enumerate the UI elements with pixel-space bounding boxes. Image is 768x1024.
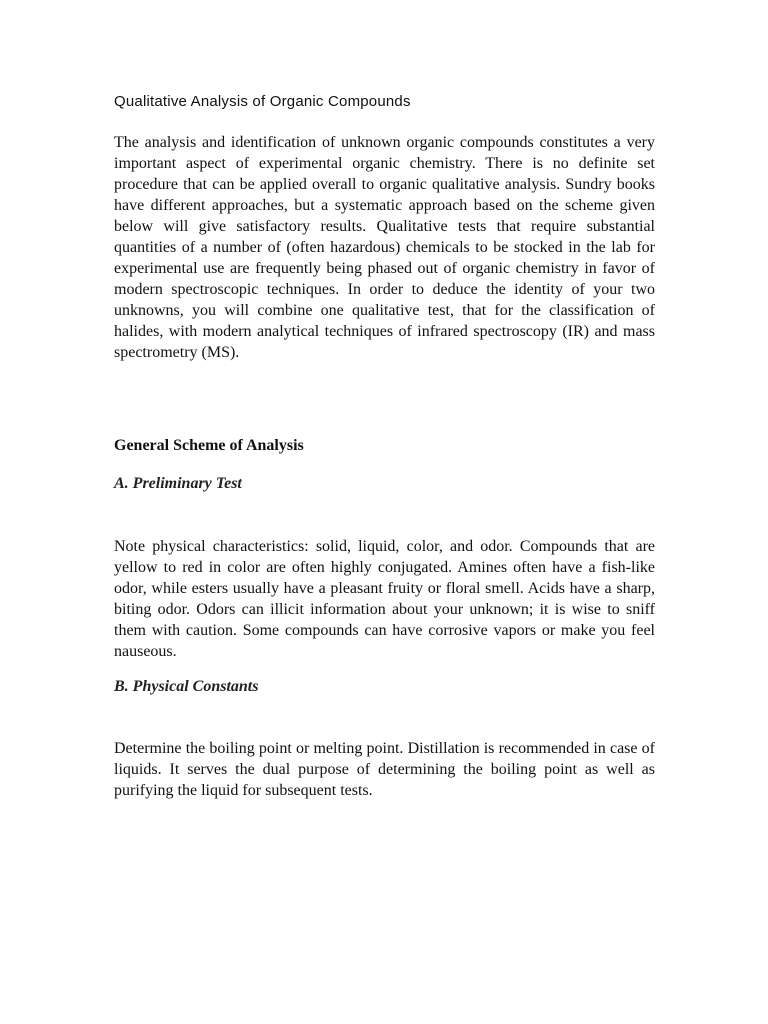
- physical-constants-heading: B. Physical Constants: [114, 678, 259, 695]
- preliminary-test-heading: A. Preliminary Test: [114, 475, 242, 492]
- document-title: Qualitative Analysis of Organic Compounds: [114, 93, 411, 110]
- physical-constants-paragraph: Determine the boiling point or melting point. Distillation is recommended in case of liquids. It serves the dual purpose of determining the boiling point as well as purifying the liquid for subsequent tests.: [114, 740, 655, 799]
- preliminary-test-paragraph: Note physical characteristics: solid, liquid, color, and odor. Compounds that are yellow to red in color are often highly conjugated. Amines often have a fish-like odor, while esters usually have a pleasant fruity or floral smell. Acids have a sharp, biting odor. Odors can illicit information about your unknown; it is wise to sniff them with caution. Some compounds can have corrosive vapors or make you feel nauseous.: [114, 538, 655, 660]
- section-heading: General Scheme of Analysis: [114, 437, 304, 454]
- intro-paragraph: The analysis and identification of unknown organic compounds constitutes a very important aspect of experimental organic chemistry. There is no definite set procedure that can be applied overall to organic qualitative analysis. Sundry books have different approaches, but a systematic approach based on the scheme given below will give satisfactory results. Qualitative tests that require substantial quantities of a number of (often hazardous) chemicals to be stocked in the lab for experimental use are frequently being phased out of organic chemistry in favor of modern spectroscopic techniques. In order to deduce the identity of your two unknowns, you will combine one qualitative test, that for the classification of halides, with modern analytical techniques of infrared spectroscopy (IR) and mass spectrometry (MS).: [114, 134, 655, 361]
